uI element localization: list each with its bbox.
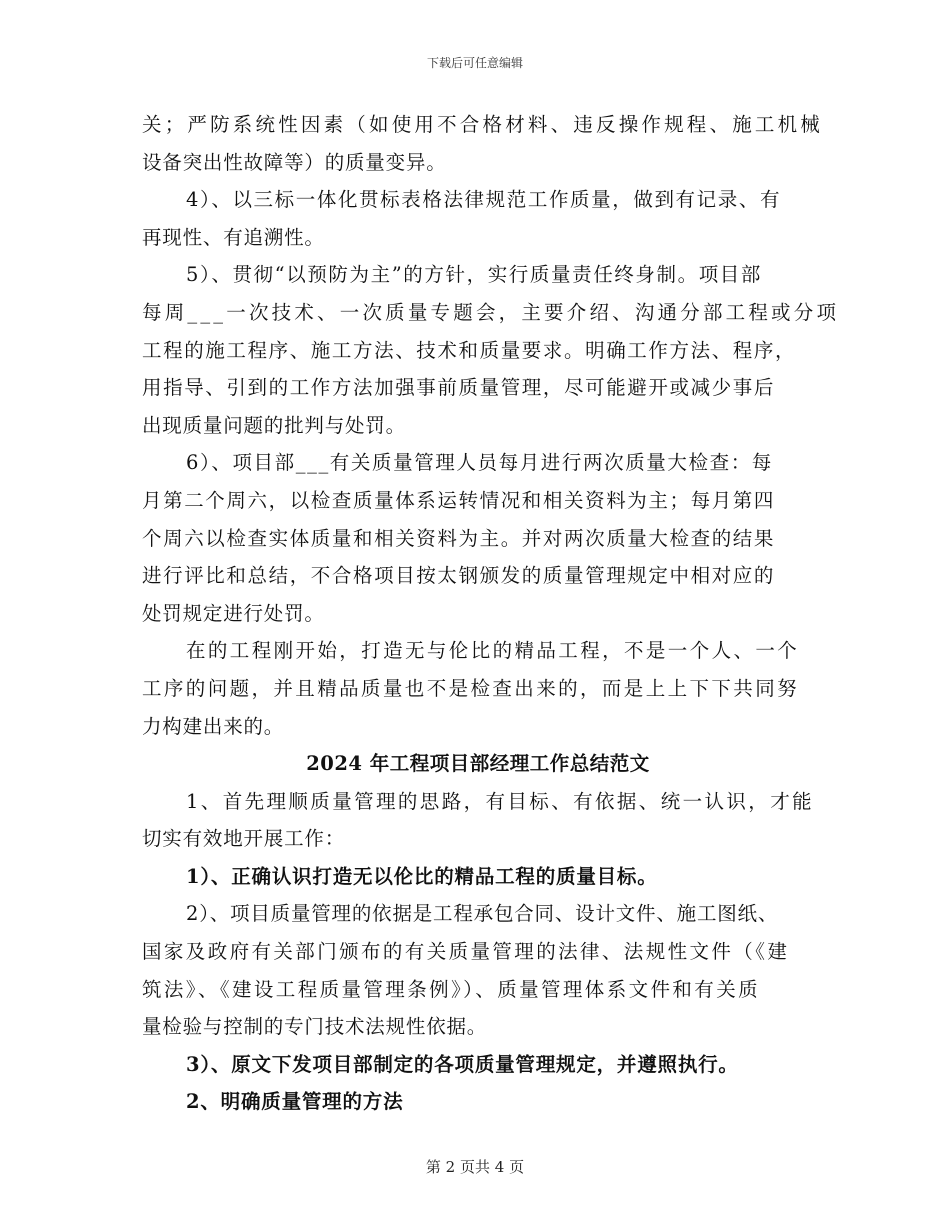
text-line: 4）、以三标一体化贯标表格法律规范工作质量，做到有记录、有: [186, 188, 782, 212]
text-line: 用指导、引到的工作方法加强事前质量管理，尽可能避开或减少事后: [142, 376, 776, 400]
text-line: 筑法》、《建设工程质量管理条例》）、质量管理体系文件和有关质: [142, 977, 761, 1001]
text-line: 量检验与控制的专门技术法规性依据。: [142, 1015, 488, 1039]
text-line: 切实有效地开展工作：: [142, 827, 346, 851]
text-line: 工序的问题，并且精品质量也不是检查出来的，而是上上下下共同努: [142, 676, 800, 700]
text-line: 每周___一次技术、一次质量专题会，主要介绍、沟通分部工程或分项: [142, 300, 840, 324]
page-footer: 第 2 页共 4 页: [425, 1158, 525, 1176]
text-line: 处罚规定进行处罚。: [142, 601, 325, 625]
text-line: 在的工程刚开始，打造无与伦比的精品工程，不是一个人、一个: [186, 639, 800, 663]
bold-text-line: 3）、原文下发项目部制定的各项质量管理规定，并遵照执行。: [186, 1052, 739, 1076]
text-line: 再现性、有追溯性。: [142, 225, 325, 249]
section-title: 2024 年工程项目部经理工作总结范文: [306, 752, 650, 776]
text-line: 进行评比和总结，不合格项目按太钢颁发的质量管理规定中相对应的: [142, 564, 776, 588]
text-line: 国家及政府有关部门颁布的有关质量管理的法律、法规性文件（《建: [142, 940, 790, 964]
page-header: 下载后可任意编辑: [426, 56, 523, 70]
bold-text-line: 1）、正确认识打造无以伦比的精品工程的质量目标。: [186, 864, 658, 888]
text-line: 个周六以检查实体质量和相关资料为主。并对两次质量大检查的结果: [142, 526, 776, 550]
text-line: 出现质量问题的批判与处罚。: [142, 413, 406, 437]
text-line: 6）、项目部___有关质量管理人员每月进行两次质量大检查：每: [186, 451, 773, 475]
text-line: 5）、贯彻“以预防为主”的方针，实行质量责任终身制。项目部: [186, 263, 762, 287]
text-line: 工程的施工程序、施工方法、技术和质量要求。明确工作方法、程序，: [142, 338, 797, 362]
bold-text-line: 2、明确质量管理的方法: [186, 1090, 404, 1114]
text-line: 关；严防系统性因素（如使用不合格材料、违反操作规程、施工机械: [142, 113, 824, 136]
text-line: 月第二个周六，以检查质量体系运转情况和相关资料为主；每月第四: [142, 488, 776, 512]
document-body: [142, 106, 840, 1121]
text-line: 1、首先理顺质量管理的思路，有目标、有依据、统一认识，才能: [186, 789, 815, 813]
text-line: 设备突出性故障等）的质量变异。: [142, 150, 447, 174]
text-line: 2）、项目质量管理的依据是工程承包合同、设计文件、施工图纸、: [186, 902, 779, 926]
text-line: 力构建出来的。: [142, 714, 285, 738]
